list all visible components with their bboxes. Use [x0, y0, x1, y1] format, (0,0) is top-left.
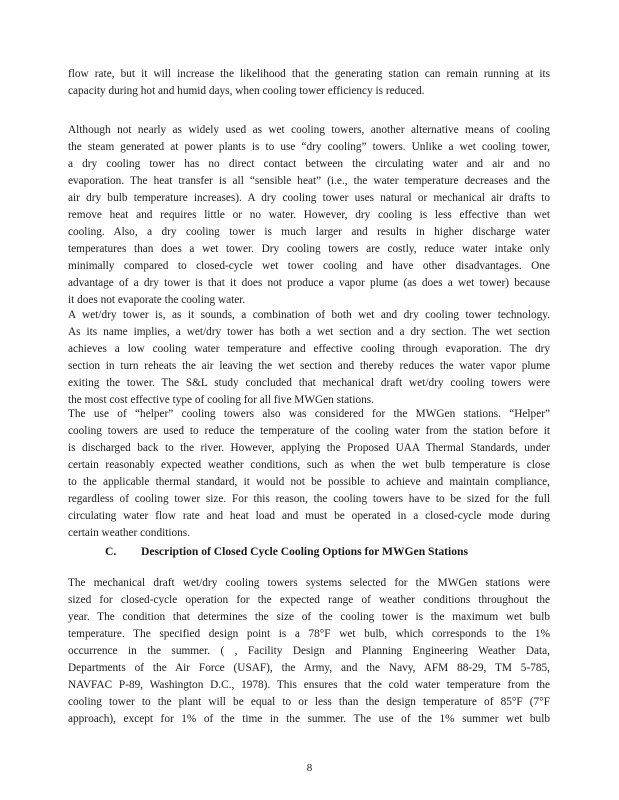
text-line: air dry bulb temperature increases). A dry cooling tower uses natural or mechanical air drafts to — [68, 192, 550, 204]
page-number: 8 — [306, 762, 313, 774]
paragraph-4 — [68, 406, 550, 542]
text-line: Although not nearly as widely used as wet cooling towers, another alternative means of cooling — [68, 124, 550, 136]
text-line: certain reasonably expected weather conditions, such as when the wet bulb temperature is close — [68, 459, 550, 471]
text-line: cooling. Also, a dry cooling tower is much larger and results in higher discharge water — [68, 226, 550, 238]
paragraph-2 — [68, 122, 550, 309]
text-line: a dry cooling tower has no direct contact between the circulating water and air and no — [68, 158, 550, 170]
section-letter: C. — [105, 545, 117, 558]
text-line: sized for closed-cycle operation for the expected range of weather conditions throughout the — [68, 594, 550, 606]
text-line: temperature. The specified design point is a 78°F wet bulb, which corresponds to the 1% — [68, 628, 550, 640]
text-line: The use of “helper” cooling towers also was considered for the MWGen stations. “Helper” — [68, 408, 550, 420]
text-line: the steam generated at power plants is to use “dry cooling” towers. Unlike a wet cooling tower, — [68, 141, 550, 153]
text-line: advantage of a dry tower is that it does not produce a vapor plume (as does a wet tower) because — [68, 277, 550, 289]
text-line: the most cost effective type of cooling for all five MWGen stations. — [68, 394, 374, 406]
paragraph-5 — [68, 575, 550, 728]
text-line: section in turn reheats the air leaving the wet section and thereby reduces the water vapor plume — [68, 360, 550, 372]
text-line: regardless of cooling tower size. For this reason, the cooling towers have to be sized for the full — [68, 493, 550, 505]
paragraph-3 — [68, 307, 550, 409]
text-line: A wet/dry tower is, as it sounds, a combination of both wet and dry cooling tower technology. — [68, 309, 550, 321]
text-line: exiting the tower. The S&L study concluded that mechanical draft wet/dry cooling towers were — [68, 377, 550, 389]
text-line: evaporation. The heat transfer is all “sensible heat” (i.e., the water temperature decreases and the — [68, 175, 550, 187]
text-line: Departments of the Air Force (USAF), the Army, and the Navy, AFM 88-29, TM 5-785, — [68, 662, 550, 674]
section-heading — [105, 545, 468, 558]
text-line: is discharged back to the river. However, applying the Proposed UAA Thermal Standards, under — [68, 442, 550, 454]
text-line: cooling tower to the plant will be equal to or less than the design temperature of 85°F (7°F — [68, 696, 550, 708]
text-line: capacity during hot and humid days, when cooling tower efficiency is reduced. — [68, 85, 425, 97]
text-line: minimally compared to closed-cycle wet tower cooling and have other disadvantages. One — [68, 260, 550, 272]
text-line: achieves a low cooling water temperature and effective cooling through evaporation. The dry — [68, 343, 550, 355]
text-line: certain weather conditions. — [68, 527, 191, 539]
text-line: cooling towers are used to reduce the temperature of the cooling water from the station before it — [68, 425, 550, 437]
section-title: Description of Closed Cycle Cooling Options for MWGen Stations — [141, 545, 468, 558]
text-line: approach), except for 1% of the time in the summer. The use of the 1% summer wet bulb — [68, 713, 550, 725]
text-line: to the applicable thermal standard, it would not be possible to achieve and maintain compliance, — [68, 476, 550, 488]
text-line: remove heat and requires little or no water. However, dry cooling is less effective than wet — [68, 209, 550, 221]
paragraph-1 — [68, 66, 550, 100]
text-line: occurrence in the summer. ( , Facility Design and Planning Engineering Weather Data, — [68, 645, 550, 657]
text-line: circulating water flow rate and heat load and must be operated in a closed-cycle mode during — [68, 510, 550, 522]
text-line: temperatures than does a wet tower. Dry cooling towers are costly, reduce water intake only — [68, 243, 550, 255]
text-line: The mechanical draft wet/dry cooling towers systems selected for the MWGen stations were — [68, 577, 550, 589]
text-line: As its name implies, a wet/dry tower has both a wet section and a dry section. The wet section — [68, 326, 550, 338]
text-line: it does not evaporate the cooling water. — [68, 294, 246, 306]
text-line: flow rate, but it will increase the likelihood that the generating station can remain running at its — [68, 68, 550, 80]
text-line: year. The condition that determines the size of the cooling tower is the maximum wet bulb — [68, 611, 550, 623]
text-line: NAVFAC P-89, Washington D.C., 1978). This ensures that the cold water temperature from the — [68, 679, 550, 691]
